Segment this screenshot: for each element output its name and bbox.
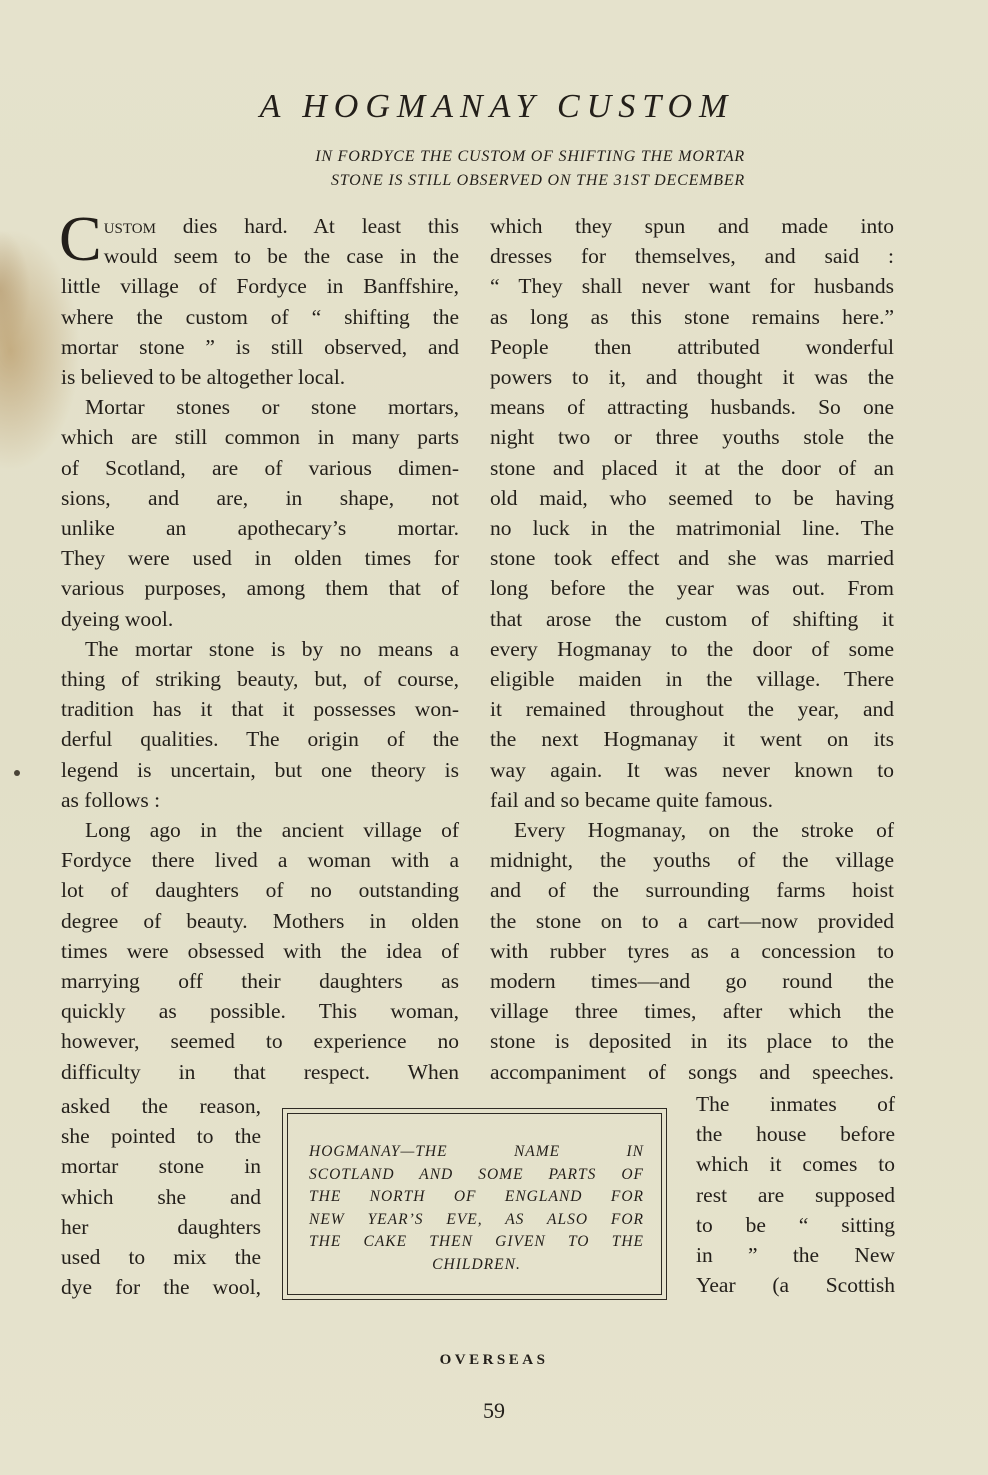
text-line: dresses for themselves, and said :	[490, 244, 894, 269]
text-line: Every Hogmanay, on the stroke of	[514, 818, 894, 843]
text-line: which they spun and made into	[490, 214, 894, 238]
text-line: it remained throughout the year, and	[490, 697, 894, 722]
text-line: fail and so became quite famous.	[490, 787, 773, 812]
text-line: dye for the wool,	[61, 1275, 261, 1300]
text-line: the house before	[696, 1122, 895, 1147]
text-line: People then attributed wonderful	[490, 334, 894, 359]
text-line: as follows :	[61, 787, 161, 812]
text-line: modern times—and go round the	[490, 969, 894, 994]
text-line: asked the reason,	[61, 1094, 261, 1118]
box-line: THE CAKE THEN GIVEN TO THE	[309, 1233, 644, 1250]
text-line: lot of daughters of no outstanding	[61, 878, 459, 903]
text-line: which it comes to	[696, 1152, 895, 1177]
text-line: ustom dies hard. At least this	[103, 214, 459, 238]
box-line: NEW YEAR’S EVE, AS ALSO FOR	[309, 1210, 644, 1228]
text-line: They were used in olden times for	[61, 546, 459, 571]
text-line: she pointed to the	[61, 1124, 261, 1149]
text-line: midnight, the youths of the village	[490, 848, 894, 873]
page-number: 59	[483, 1398, 505, 1423]
box-line: CHILDREN.	[432, 1255, 521, 1273]
text-line: Mortar stones or stone mortars,	[85, 395, 459, 420]
text-line: The inmates of	[696, 1092, 895, 1116]
text-line: no luck in the matrimonial line. The	[490, 516, 894, 541]
text-line: in ” the New	[696, 1243, 895, 1268]
text-line: of Scotland, are of various dimen-	[61, 455, 459, 480]
text-line: thing of striking beauty, but, of course,	[61, 667, 459, 692]
text-line: Long ago in the ancient village of	[85, 818, 459, 843]
text-line: is believed to be altogether local.	[61, 365, 346, 390]
text-line: means of attracting husbands. So one	[490, 395, 894, 420]
right-narrow-column	[696, 1089, 895, 1300]
text-line: derful qualities. The origin of the	[61, 727, 459, 752]
text-line: mortar stone ” is still observed, and	[61, 334, 459, 359]
sidebar-definition-box	[282, 1108, 667, 1300]
publication-name: OVERSEAS	[439, 1352, 549, 1368]
text-line: would seem to be the case in the	[103, 244, 459, 269]
text-line: the next Hogmanay it went on its	[490, 727, 894, 752]
text-line: difficulty in that respect. When	[61, 1059, 459, 1084]
text-line: used to mix the	[61, 1245, 261, 1270]
drop-cap: C	[59, 203, 102, 274]
article-subtitle	[200, 145, 745, 193]
text-line: times were obsessed with the idea of	[61, 938, 459, 963]
text-line: quickly as possible. This woman,	[61, 999, 459, 1024]
subtitle-line: IN FORDYCE THE CUSTOM OF SHIFTING THE MORTAR	[315, 148, 745, 165]
text-line: little village of Fordyce in Banffshire,	[61, 274, 459, 299]
text-line: tradition has it that it possesses won-	[61, 697, 459, 722]
text-line: with rubber tyres as a concession to	[490, 938, 894, 963]
text-line: stone and placed it at the door of an	[490, 455, 894, 480]
left-column	[59, 203, 459, 1087]
article-title: A HOGMANAY CUSTOM	[259, 88, 735, 125]
box-line: HOGMANAY—THE NAME IN	[309, 1143, 644, 1160]
text-line: unlike an apothecary’s mortar.	[61, 516, 459, 541]
text-line: mortar stone in	[61, 1154, 261, 1179]
text-line: rest are supposed	[696, 1182, 895, 1207]
text-line: where the custom of “ shifting the	[61, 304, 459, 329]
text-line: however, seemed to experience no	[61, 1029, 459, 1054]
text-line: degree of beauty. Mothers in olden	[61, 908, 459, 933]
text-line: various purposes, among them that of	[61, 576, 459, 601]
text-line: as long as this stone remains here.”	[490, 304, 894, 329]
text-line: legend is uncertain, but one theory is	[61, 757, 459, 782]
text-line: stone took effect and she was married	[490, 546, 894, 571]
text-line: The mortar stone is by no means a	[85, 636, 459, 661]
text-line: way again. It was never known to	[490, 757, 894, 782]
box-line: SCOTLAND AND SOME PARTS OF	[309, 1165, 644, 1183]
text-line: “ They shall never want for husbands	[490, 274, 894, 299]
text-line: and of the surrounding farms hoist	[490, 878, 894, 903]
text-line: powers to it, and thought it was the	[490, 365, 894, 390]
text-line: which are still common in many parts	[61, 425, 459, 450]
text-line: long before the year was out. From	[490, 576, 894, 601]
text-line: dyeing wool.	[61, 606, 174, 631]
text-line: which she and	[61, 1184, 261, 1209]
text-line: old maid, who seemed to be having	[490, 485, 894, 510]
box-line: THE NORTH OF ENGLAND FOR	[309, 1188, 644, 1205]
right-column	[490, 211, 894, 1087]
bullet-mark	[14, 770, 20, 776]
text-line: night two or three youths stole the	[490, 425, 894, 450]
text-line: village three times, after which the	[490, 999, 894, 1024]
small-caps-word: ustom	[103, 214, 156, 238]
text-line: Fordyce there lived a woman with a	[61, 848, 459, 873]
left-narrow-column	[61, 1091, 261, 1302]
text-line: stone is deposited in its place to the	[490, 1029, 894, 1054]
text-line: every Hogmanay to the door of some	[490, 636, 894, 661]
text-line: the stone on to a cart—now provided	[490, 908, 894, 933]
text-line: eligible maiden in the village. There	[490, 667, 894, 692]
text-line: to be “ sitting	[696, 1212, 895, 1237]
subtitle-line: STONE IS STILL OBSERVED ON THE 31ST DECEMBER	[330, 172, 745, 189]
text-line: sions, and are, in shape, not	[61, 485, 459, 510]
text-line: marrying off their daughters as	[61, 969, 459, 994]
text-line: her daughters	[61, 1214, 261, 1239]
text-line: accompaniment of songs and speeches.	[490, 1059, 894, 1084]
text-line: that arose the custom of shifting it	[490, 606, 894, 631]
definition-text	[309, 1141, 644, 1276]
text-line: Year (a Scottish	[696, 1273, 895, 1298]
